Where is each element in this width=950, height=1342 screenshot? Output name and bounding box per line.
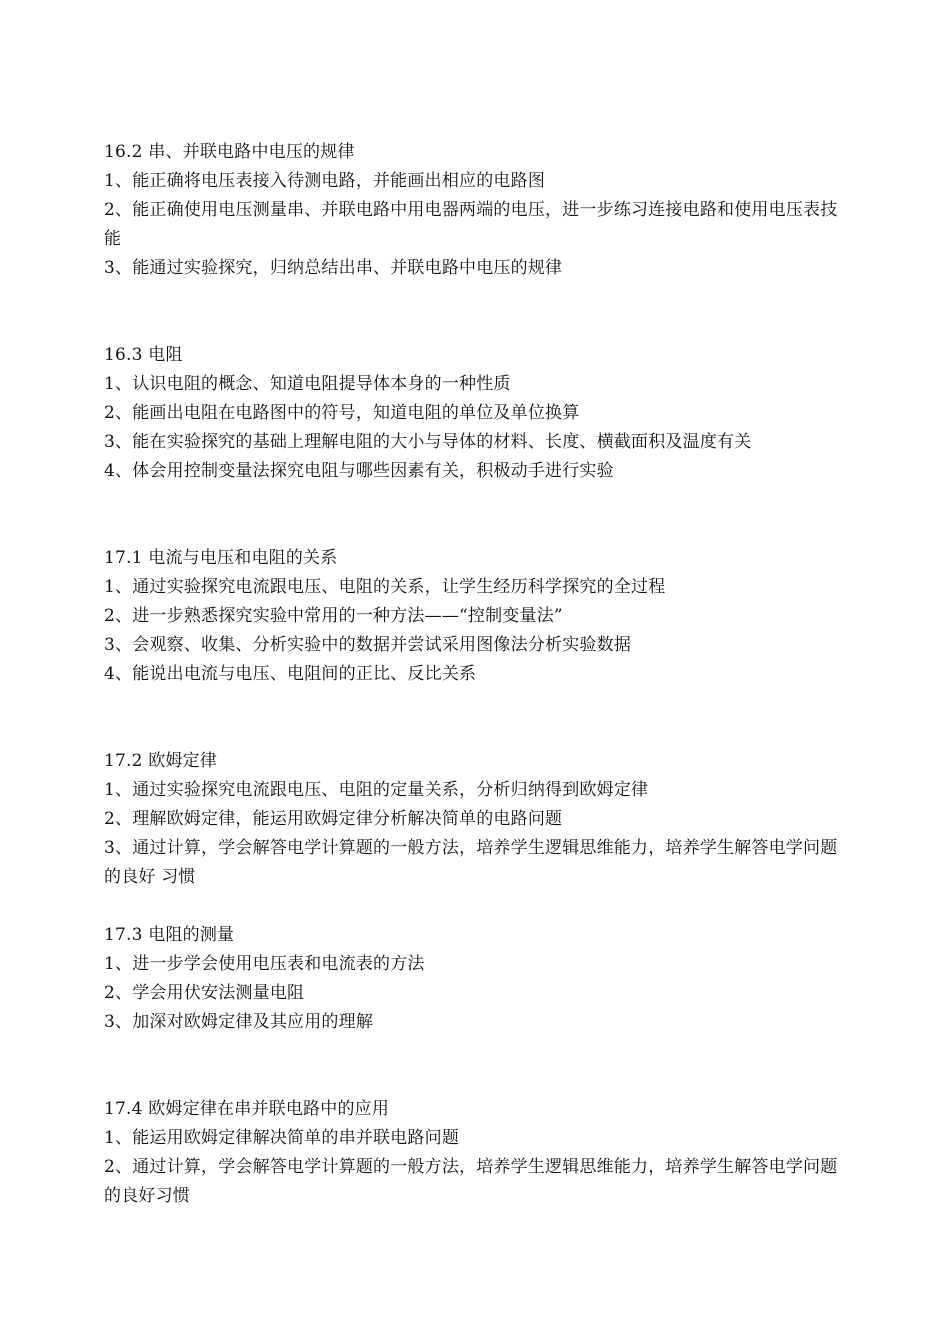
list-item: 1、能运用欧姆定律解决简单的串并联电路问题 xyxy=(104,1128,460,1148)
section-17-2 xyxy=(104,747,854,892)
list-item: 1、认识电阻的概念、知道电阻提导体本身的一种性质 xyxy=(104,374,511,394)
section-title: 16.3 电阻 xyxy=(104,345,183,365)
section-title: 17.1 电流与电压和电阻的关系 xyxy=(104,548,338,568)
section-16-3 xyxy=(104,341,854,486)
list-item: 2、能画出电阻在电路图中的符号，知道电阻的单位及单位换算 xyxy=(104,403,580,423)
section-17-3 xyxy=(104,921,854,1037)
list-item: 3、加深对欧姆定律及其应用的理解 xyxy=(104,1012,374,1032)
section-title: 17.4 欧姆定律在串并联电路中的应用 xyxy=(104,1099,390,1119)
list-item: 2、学会用伏安法测量电阻 xyxy=(104,983,305,1003)
section-17-4 xyxy=(104,1095,854,1211)
list-item: 3、通过计算，学会解答电学计算题的一般方法，培养学生逻辑思维能力，培养学生解答电学问题的良好 习惯 xyxy=(104,838,838,887)
document-page xyxy=(104,138,854,1211)
list-item: 2、通过计算，学会解答电学计算题的一般方法，培养学生逻辑思维能力，培养学生解答电学问题的良好习惯 xyxy=(104,1157,838,1206)
list-item: 4、体会用控制变量法探究电阻与哪些因素有关，积极动手进行实验 xyxy=(104,461,614,481)
section-17-1 xyxy=(104,544,854,689)
list-item: 2、进一步熟悉探究实验中常用的一种方法——“控制变量法” xyxy=(104,606,563,626)
list-item: 4、能说出电流与电压、电阻间的正比、反比关系 xyxy=(104,664,477,684)
list-item: 3、能通过实验探究，归纳总结出串、并联电路中电压的规律 xyxy=(104,258,563,278)
section-16-2 xyxy=(104,138,854,283)
section-title: 17.3 电阻的测量 xyxy=(104,925,235,945)
list-item: 3、能在实验探究的基础上理解电阻的大小与导体的材料、长度、横截面积及温度有关 xyxy=(104,432,752,452)
list-item: 1、能正确将电压表接入待测电路，并能画出相应的电路图 xyxy=(104,171,546,191)
list-item: 1、通过实验探究电流跟电压、电阻的关系，让学生经历科学探究的全过程 xyxy=(104,577,666,597)
list-item: 1、进一步学会使用电压表和电流表的方法 xyxy=(104,954,425,974)
list-item: 3、会观察、收集、分析实验中的数据并尝试采用图像法分析实验数据 xyxy=(104,635,632,655)
list-item: 2、能正确使用电压测量串、并联电路中用电器两端的电压，进一步练习连接电路和使用电压表技能 xyxy=(104,200,838,249)
section-title: 16.2 串、并联电路中电压的规律 xyxy=(104,142,355,162)
list-item: 1、通过实验探究电流跟电压、电阻的定量关系，分析归纳得到欧姆定律 xyxy=(104,780,649,800)
list-item: 2、理解欧姆定律，能运用欧姆定律分析解决简单的电路问题 xyxy=(104,809,563,829)
section-title: 17.2 欧姆定律 xyxy=(104,751,218,771)
